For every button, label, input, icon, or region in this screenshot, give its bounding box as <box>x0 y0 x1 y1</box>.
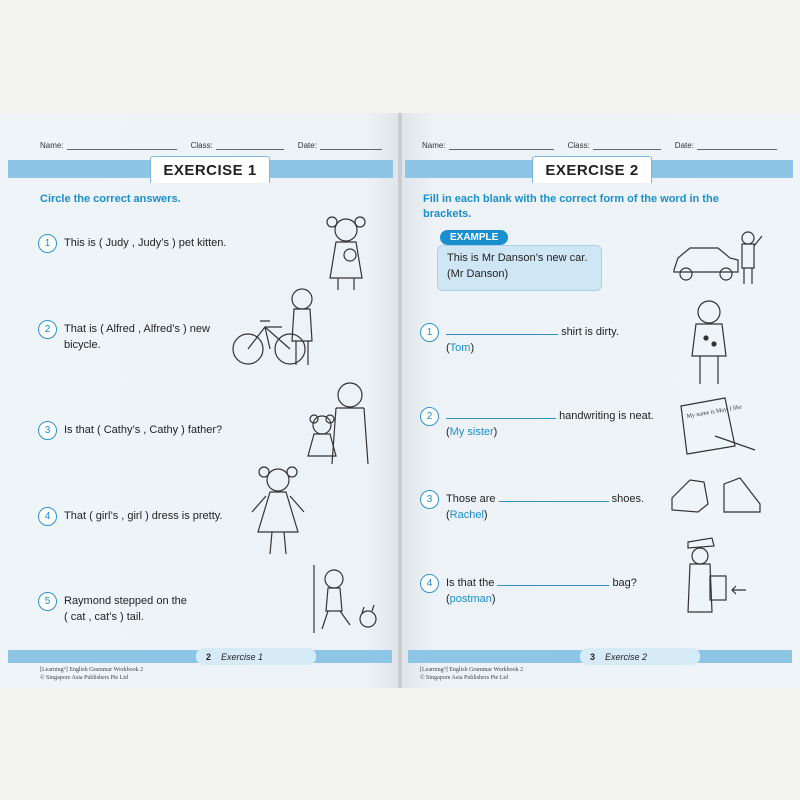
answer-blank[interactable] <box>446 324 558 335</box>
pair-of-shoes-illustration <box>668 470 768 520</box>
date-label: Date: <box>674 141 694 150</box>
question-text: This is ( Judy , Judy’s ) pet kitten. <box>64 237 227 249</box>
car-and-man-illustration <box>672 228 764 288</box>
girl-with-kitten-illustration <box>318 210 380 292</box>
father-and-daughter-illustration <box>300 380 382 465</box>
question-hint: My sister <box>449 426 494 438</box>
date-field[interactable] <box>697 141 777 150</box>
girl-in-dress-illustration <box>248 460 308 560</box>
name-label: Name: <box>422 141 446 150</box>
question-number: 4 <box>420 574 439 593</box>
question-text-line: bicycle. <box>64 339 101 351</box>
footer-label: Exercise 2 <box>605 651 648 662</box>
footer-tab-right <box>580 648 700 665</box>
question-hint: Tom <box>449 342 471 354</box>
note-text: My name is May. I like <box>686 404 743 420</box>
question-after: shoes. <box>611 493 645 505</box>
question-after: shirt is dirty. <box>561 326 619 338</box>
example-badge: EXAMPLE <box>440 230 508 245</box>
question-text: Is that the bag? (postman) <box>446 577 637 605</box>
class-field[interactable] <box>216 141 284 150</box>
question-number: 4 <box>38 507 57 526</box>
question-number: 1 <box>38 234 57 253</box>
question-text-line: Raymond stepped on the <box>64 595 187 607</box>
example-hint: (Mr Danson) <box>447 268 509 280</box>
question-number: 1 <box>420 323 439 342</box>
name-field[interactable] <box>449 141 554 150</box>
question-text: Is that ( Cathy’s , Cathy ) father? <box>64 424 223 436</box>
exercise-2-title: EXERCISE 2 <box>532 156 652 183</box>
date-label: Date: <box>297 141 317 150</box>
footer-line: [Learning⁹] English Grammar Workbook 2 <box>40 667 144 673</box>
question-number: 2 <box>38 320 57 339</box>
question-text <box>64 593 187 625</box>
boy-with-bicycle-illustration <box>230 285 330 370</box>
left-header-fields <box>40 141 382 150</box>
footer-tab-left <box>196 648 316 665</box>
instruction-left: Circle the correct answers. <box>40 193 181 205</box>
question-number: 5 <box>38 592 57 611</box>
question-text-line: That is ( Alfred , Alfred’s ) new <box>64 323 210 335</box>
example-text <box>447 250 587 282</box>
example-sentence: This is Mr Danson’s new car. <box>447 252 588 264</box>
question-number: 3 <box>38 421 57 440</box>
question-text-line: ( cat , cat’s ) tail. <box>64 611 144 623</box>
boy-stepping-on-cat-illustration <box>310 565 382 635</box>
question-text <box>64 321 210 353</box>
instruction-right <box>423 192 773 222</box>
footer-label: Exercise 1 <box>221 651 264 662</box>
answer-blank[interactable] <box>497 575 609 586</box>
question-text: Those are shoes. (Rachel) <box>446 493 645 521</box>
name-field[interactable] <box>67 141 177 150</box>
boy-dirty-shirt-illustration <box>682 298 736 390</box>
question-text: shirt is dirty. (Tom) <box>446 326 619 354</box>
question-before: Those are <box>446 493 496 505</box>
note-and-pencil-illustration <box>675 396 760 458</box>
question-before: Is that the <box>446 577 495 589</box>
instruction-line: brackets. <box>423 208 472 220</box>
page-number: 2 <box>206 651 212 662</box>
question-number: 2 <box>420 407 439 426</box>
question-after: handwriting is neat. <box>559 410 654 422</box>
answer-blank[interactable] <box>446 408 556 419</box>
page-number: 3 <box>590 651 596 662</box>
question-after: bag? <box>612 577 637 589</box>
book-gutter <box>398 113 402 688</box>
footer-line: © Singapore Asia Publishers Pte Ltd <box>420 675 509 681</box>
exercise-1-title: EXERCISE 1 <box>150 156 270 183</box>
class-label: Class: <box>567 141 590 150</box>
question-text: handwriting is neat. (My sister) <box>446 410 654 438</box>
footer-credit-right <box>420 666 523 682</box>
question-hint: postman <box>449 593 492 605</box>
right-header-fields <box>422 141 777 150</box>
instruction-line: Fill in each blank with the correct form of the word in the <box>423 193 719 205</box>
class-label: Class: <box>190 141 213 150</box>
footer-line: [Learning⁹] English Grammar Workbook 2 <box>420 667 524 673</box>
class-field[interactable] <box>593 141 661 150</box>
footer-credit-left <box>40 666 143 682</box>
question-text: That ( girl’s , girl ) dress is pretty. <box>64 510 223 522</box>
question-hint: Rachel <box>449 509 484 521</box>
question-number: 3 <box>420 490 439 509</box>
date-field[interactable] <box>320 141 382 150</box>
postman-illustration <box>676 532 756 624</box>
answer-blank[interactable] <box>499 491 609 502</box>
name-label: Name: <box>40 141 64 150</box>
footer-line: © Singapore Asia Publishers Pte Ltd <box>40 675 129 681</box>
